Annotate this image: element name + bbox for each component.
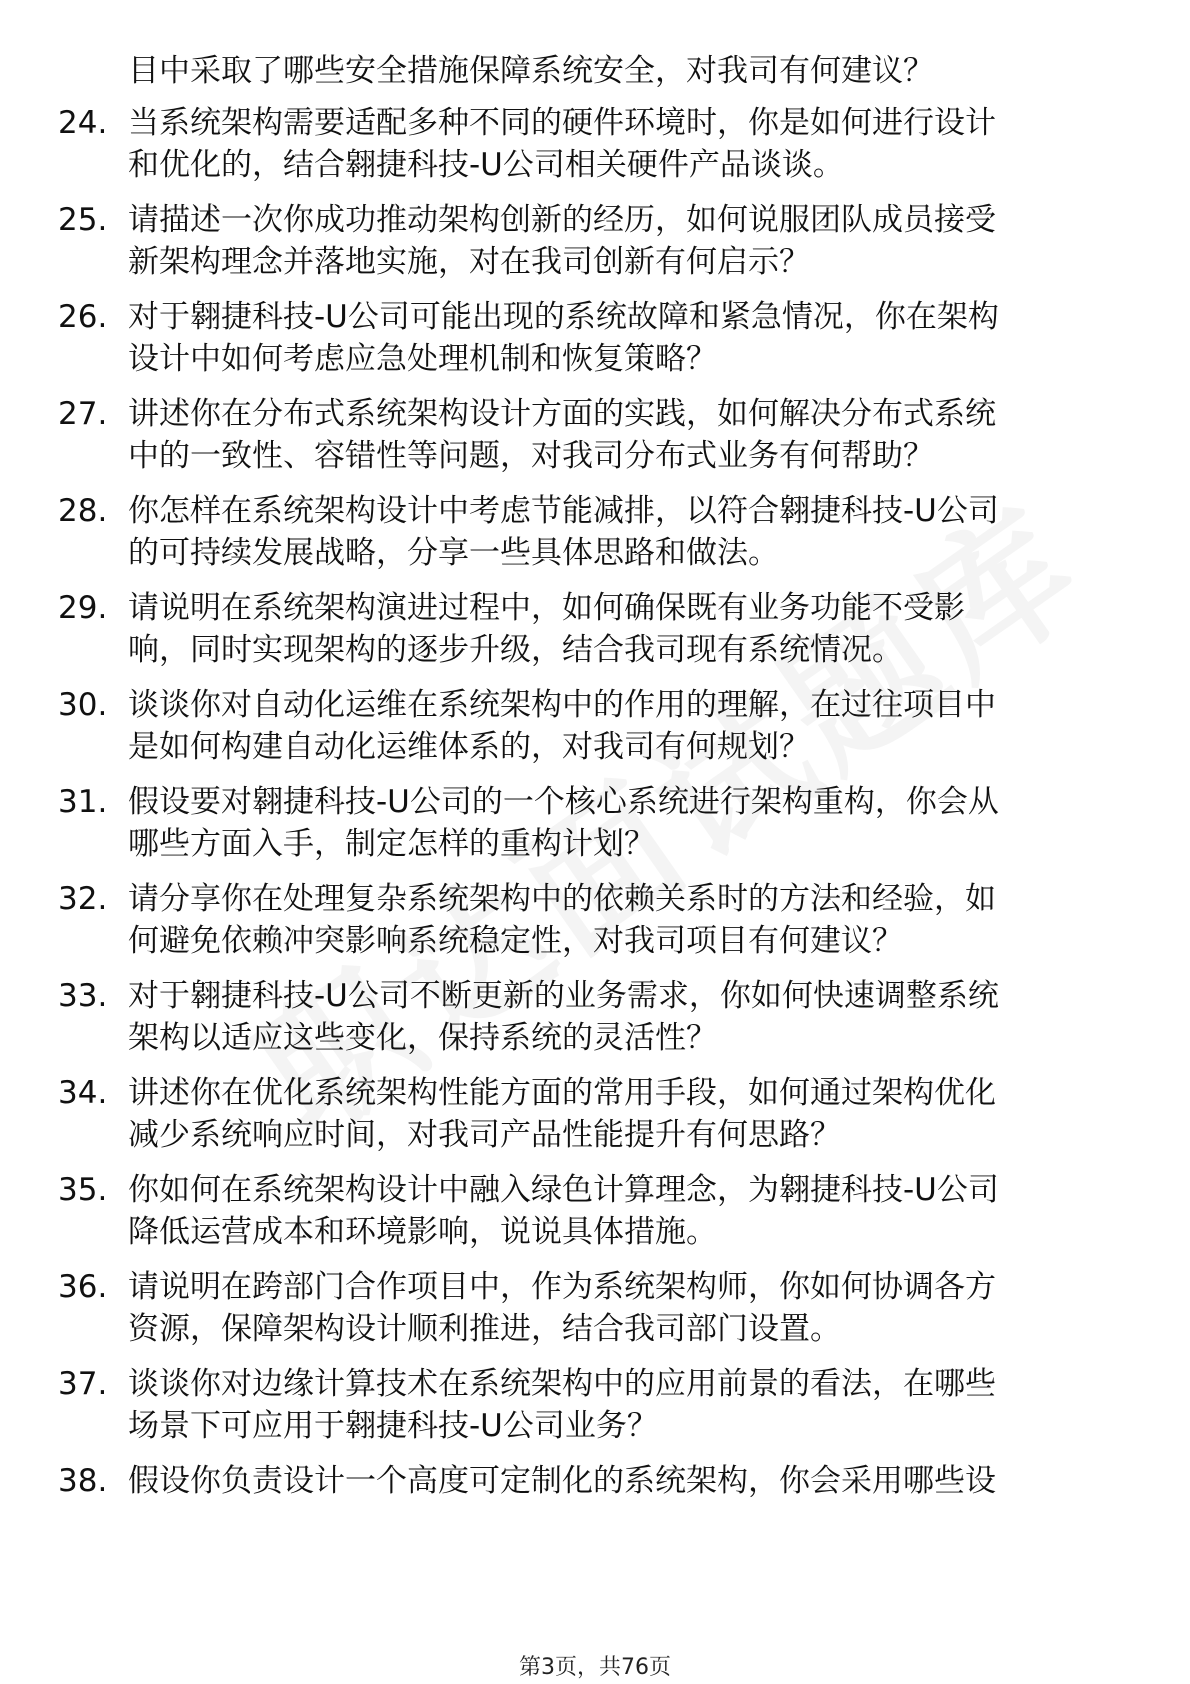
question-text-line: 资源，保障架构设计顺利推进，结合我司部门设置。 [128,1311,841,1347]
question-item [0,1072,1190,1156]
question-item [0,878,1190,962]
question-text-line: 架构以适应这些变化，保持系统的灵活性？ [128,1020,717,1056]
continued-question-text: 目中采取了哪些安全措施保障系统安全，对我司有何建议？ [128,53,934,89]
question-item [0,490,1190,574]
question-number: 37. [58,1366,108,1402]
question-text-line: 请说明在系统架构演进过程中，如何确保既有业务功能不受影 [128,590,965,626]
question-item [0,102,1190,186]
question-text-line: 响，同时实现架构的逐步升级，结合我司现有系统情况。 [128,632,903,668]
question-number: 24. [58,105,108,141]
question-text-line: 假设你负责设计一个高度可定制化的系统架构，你会采用哪些设 [128,1463,996,1499]
question-item [0,296,1190,380]
question-number: 38. [58,1463,108,1499]
question-item [0,781,1190,865]
question-number: 29. [58,590,108,626]
question-item [0,1266,1190,1350]
question-text-line: 新架构理念并落地实施，对在我司创新有何启示？ [128,244,810,280]
question-text-line: 何避免依赖冲突影响系统稳定性，对我司项目有何建议？ [128,923,903,959]
question-number: 26. [58,299,108,335]
question-number: 35. [58,1172,108,1208]
question-text-line: 设计中如何考虑应急处理机制和恢复策略？ [128,341,717,377]
question-item [0,975,1190,1059]
question-text-line: 你如何在系统架构设计中融入绿色计算理念，为翱捷科技-U公司 [128,1172,999,1208]
question-item [0,1460,1190,1502]
page-footer: 第3页，共76页 [519,1655,671,1680]
question-text-line: 降低运营成本和环境影响，说说具体措施。 [128,1214,717,1250]
question-text-line: 和优化的，结合翱捷科技-U公司相关硬件产品谈谈。 [128,147,844,183]
question-item [0,393,1190,477]
question-text-line: 减少系统响应时间，对我司产品性能提升有何思路？ [128,1117,841,1153]
question-item [0,1363,1190,1447]
question-number: 31. [58,784,108,820]
question-text-line: 请说明在跨部门合作项目中，作为系统架构师，你如何协调各方 [128,1269,996,1305]
question-text-line: 你怎样在系统架构设计中考虑节能减排，以符合翱捷科技-U公司 [128,493,999,529]
question-text-line: 对于翱捷科技-U公司可能出现的系统故障和紧急情况，你在架构 [128,299,999,335]
question-text-line: 讲述你在优化系统架构性能方面的常用手段，如何通过架构优化 [128,1075,996,1111]
question-text-line: 场景下可应用于翱捷科技-U公司业务？ [128,1408,658,1444]
question-text-line: 讲述你在分布式系统架构设计方面的实践，如何解决分布式系统 [128,396,996,432]
question-number: 28. [58,493,108,529]
question-number: 32. [58,881,108,917]
question-item [0,199,1190,283]
question-text-line: 是如何构建自动化运维体系的，对我司有何规划？ [128,729,810,765]
question-item [0,587,1190,671]
question-text-line: 当系统架构需要适配多种不同的硬件环境时，你是如何进行设计 [128,105,996,141]
question-text-line: 哪些方面入手，制定怎样的重构计划？ [128,826,655,862]
question-text-line: 请分享你在处理复杂系统架构中的依赖关系时的方法和经验，如 [128,881,996,917]
question-item [0,684,1190,768]
question-number: 25. [58,202,108,238]
question-item [0,1169,1190,1253]
question-number: 34. [58,1075,108,1111]
question-number: 27. [58,396,108,432]
question-text-line: 的可持续发展战略，分享一些具体思路和做法。 [128,535,779,571]
question-text-line: 谈谈你对自动化运维在系统架构中的作用的理解，在过往项目中 [128,687,996,723]
question-list [0,50,1190,1515]
question-text-line: 中的一致性、容错性等问题，对我司分布式业务有何帮助？ [128,438,934,474]
question-text-line: 假设要对翱捷科技-U公司的一个核心系统进行架构重构，你会从 [128,784,999,820]
question-number: 30. [58,687,108,723]
question-number: 36. [58,1269,108,1305]
question-text-line: 对于翱捷科技-U公司不断更新的业务需求，你如何快速调整系统 [128,978,999,1014]
question-number: 33. [58,978,108,1014]
question-text-line: 谈谈你对边缘计算技术在系统架构中的应用前景的看法，在哪些 [128,1366,996,1402]
question-text-line: 请描述一次你成功推动架构创新的经历，如何说服团队成员接受 [128,202,996,238]
